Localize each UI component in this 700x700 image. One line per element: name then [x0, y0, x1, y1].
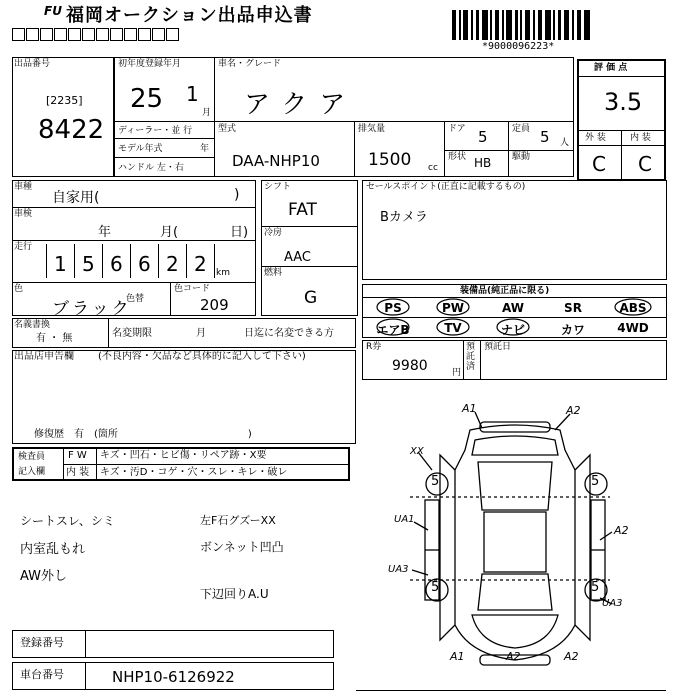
owner-change-label: 名義書換 [14, 320, 51, 330]
first-reg-label: 初年度登録年月 [118, 59, 182, 69]
mileage-unit: km [216, 268, 230, 278]
damage-mark: 5 [431, 580, 440, 595]
listing-number-label: 出品番号 [14, 59, 51, 69]
damage-mark: 5 [431, 474, 440, 489]
remark-right3: 下辺回りA.U [200, 587, 269, 601]
interior-grade: C [638, 152, 652, 176]
drive-label: 駆動 [512, 152, 531, 162]
damage-mark: A2 [614, 524, 629, 537]
legend-fw: F W [68, 450, 87, 461]
mileage-digit: 6 [138, 252, 151, 276]
report-instruction: (不良内容・欠品など具体的に記入して下さい) [98, 351, 306, 362]
capacity-unit: 人 [560, 138, 570, 148]
owner-deadline-month: 月 [196, 328, 206, 339]
color-change-label: 色替 [126, 294, 145, 304]
reg-number-label: 登録番号 [20, 636, 64, 649]
capacity-label: 定員 [512, 124, 531, 134]
color-value: ブラック [52, 299, 132, 319]
equip-tv: TV [444, 321, 462, 335]
mileage-digits [46, 244, 214, 278]
shift-value: FAT [288, 200, 317, 220]
remark-line1: シートスレ、シミ [20, 514, 115, 528]
first-reg-month: 1 [186, 82, 199, 106]
shape-label: 形状 [448, 152, 467, 162]
recycle-date-label: 預託日 [484, 342, 512, 352]
type-label: 型式 [218, 124, 237, 134]
barcode-text: *9000096223* [482, 41, 555, 52]
damage-mark: A1 [450, 650, 465, 663]
recycle-deposit-label: 預託済 [466, 342, 476, 372]
mileage-digit: 6 [110, 252, 123, 276]
inspection-month: 月( [160, 225, 179, 240]
color-code-label: 色コード [174, 284, 211, 294]
damage-mark: XX [410, 446, 424, 457]
barcode [452, 10, 592, 40]
form-title: 福岡オークション出品申込書 [66, 5, 313, 26]
equip-leather: カワ [560, 323, 585, 337]
first-reg-month-unit: 月 [202, 108, 212, 118]
color-code-value: 209 [200, 296, 229, 314]
owner-deadline-note: 日迄に名変できる方 [244, 328, 334, 339]
listing-sub-number: [2235] [46, 94, 83, 107]
shift-label: シフト [264, 182, 292, 192]
mileage-digit: 1 [54, 252, 67, 276]
recycle-unit: 円 [452, 368, 462, 378]
equip-abs: ABS [619, 301, 647, 315]
first-reg-year: 25 [130, 84, 164, 114]
exterior-label: 外 装 [585, 133, 606, 143]
damage-mark: 5 [591, 474, 600, 489]
aircon-value: AAC [284, 250, 311, 265]
damage-mark: A2 [506, 650, 521, 663]
recycle-value: 9980 [392, 358, 428, 374]
equip-4wd: 4WD [617, 321, 649, 335]
equip-aw: AW [502, 301, 524, 315]
inspection-day: 日) [230, 225, 249, 240]
remark-line3: AW外し [20, 569, 68, 584]
dealer-label: ディーラー・並 行 [118, 126, 193, 136]
damage-mark: A2 [564, 650, 579, 663]
displacement-unit: cc [428, 163, 438, 173]
legend-row1: キズ・凹石・ヒビ傷・リペア跡・X要 [100, 450, 267, 461]
usage-value: 自家用( [52, 190, 100, 206]
grade-label: 評 価 点 [594, 63, 628, 73]
mileage-digit: 5 [82, 252, 95, 276]
aircon-label: 冷房 [264, 228, 283, 238]
damage-mark: UA1 [394, 514, 415, 525]
sales-point-value: Bカメラ [380, 210, 428, 225]
barcode-bars [452, 10, 592, 40]
doors-value: 5 [478, 128, 488, 146]
equip-sr: SR [564, 301, 582, 315]
capacity-value: 5 [540, 128, 550, 146]
inspection-year: 年 [98, 225, 112, 240]
color-label: 色 [14, 284, 24, 294]
displacement-value: 1500 [368, 150, 412, 170]
exterior-grade: C [592, 152, 606, 176]
chassis-number-value: NHP10-6126922 [112, 668, 235, 686]
equip-pw: PW [441, 301, 465, 315]
fuel-label: 燃料 [264, 268, 283, 278]
damage-mark: UA3 [388, 564, 409, 575]
model-value: アクア [244, 90, 358, 120]
remark-right1: 左F石グズーXX [200, 514, 276, 527]
damage-mark: 5 [591, 580, 600, 595]
displacement-label: 排気量 [358, 124, 386, 134]
grade-score: 3.5 [604, 88, 643, 116]
mileage-digit: 2 [194, 252, 207, 276]
remark-line2: 内室乱もれ [20, 542, 86, 557]
model-label: 車名・グレード [218, 59, 282, 69]
fuel-value: G [304, 288, 318, 308]
owner-change-options: 有 ・ 無 [36, 333, 73, 344]
recycle-label: R券 [366, 342, 382, 352]
legend-label-bottom: 記入欄 [18, 467, 46, 477]
handle-label: ハンドル 左・右 [118, 163, 184, 173]
legend-row2: キズ・汚D・コゲ・穴・スレ・キレ・破レ [100, 467, 288, 478]
report-label: 出品店申告欄 [14, 351, 74, 362]
damage-mark: A2 [566, 404, 581, 417]
listing-number: 8422 [38, 115, 105, 145]
mileage-digit: 2 [166, 252, 179, 276]
equip-navi: ナビ [500, 323, 525, 337]
shape-value: HB [474, 156, 492, 170]
legend-interior: 内 装 [66, 467, 90, 478]
damage-mark: A1 [462, 402, 477, 415]
remark-right2: ボンネット凹凸 [200, 540, 284, 554]
chassis-number-label: 車台番号 [20, 668, 64, 681]
repair-history: 修復歴 有 (箇所 ) [34, 429, 252, 440]
equipment-label: 装備品(純正品に限る) [460, 286, 550, 296]
doors-label: ドア [448, 124, 466, 134]
usage-label: 車種 [14, 182, 33, 192]
legend-label-top: 検査員 [18, 452, 46, 462]
model-year-unit: 年 [200, 144, 210, 154]
interior-label: 内 装 [630, 133, 651, 143]
sales-point-label: セールスポイント(正直に記載するもの) [366, 182, 526, 192]
logo-mark: FU [44, 4, 62, 18]
owner-deadline-label: 名変期限 [112, 328, 152, 339]
inspection-label: 車検 [14, 209, 33, 219]
damage-mark: UA3 [602, 598, 623, 609]
sales-point-box [362, 180, 667, 280]
type-value: DAA-NHP10 [232, 152, 320, 170]
usage-close: ) [234, 187, 240, 203]
equip-ps: PS [384, 301, 402, 315]
mileage-label: 走行 [14, 242, 33, 252]
equip-airbag: エアB [376, 323, 410, 337]
model-year-label: モデル年式 [118, 144, 163, 154]
